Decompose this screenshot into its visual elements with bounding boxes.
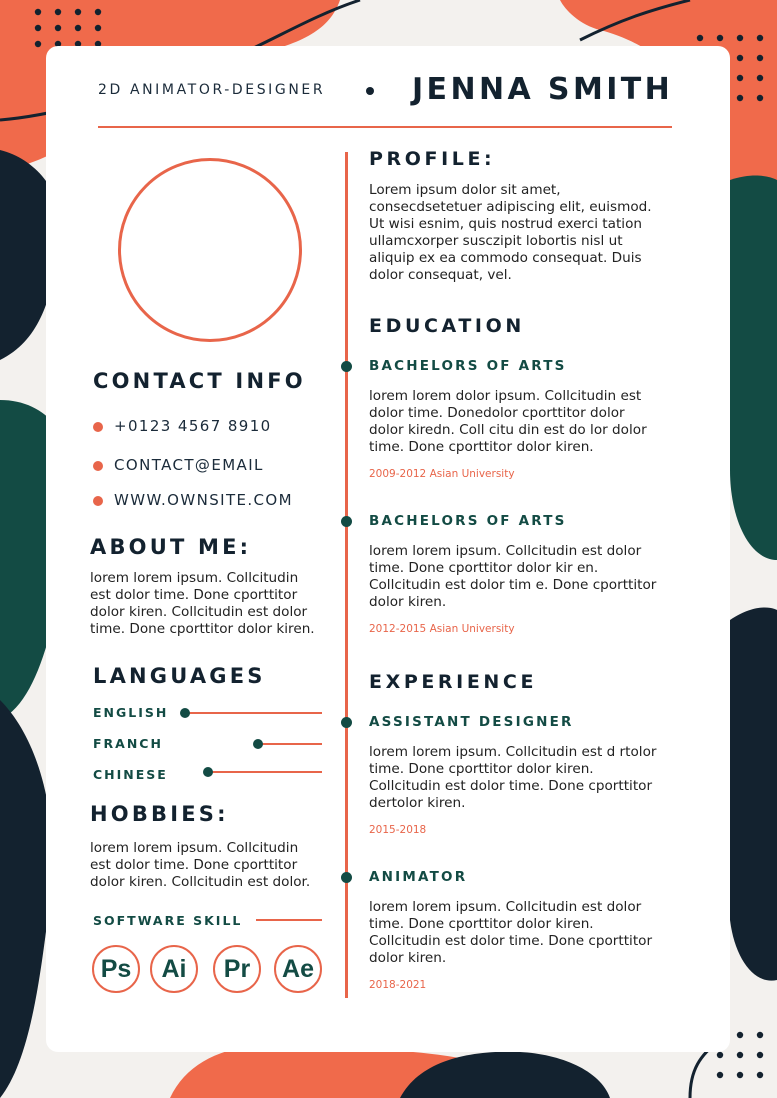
teal-blob-right	[730, 176, 777, 560]
timeline-dot	[341, 516, 352, 527]
experience-line: time. Done cporttitor dolor kiren.	[369, 761, 594, 777]
education-line: dolor time. Donedolor cporttitor dolor	[369, 405, 625, 421]
language-chinese-level	[203, 767, 213, 777]
experience-date: 2015-2018	[369, 824, 427, 836]
education-description	[369, 388, 647, 456]
language-chinese: CHINESE	[93, 767, 168, 782]
experience-date: 2018-2021	[369, 979, 427, 991]
language-french-level	[253, 739, 263, 749]
language-english-level	[180, 708, 190, 718]
education-line: Collcitudin est dolor tim e. Done cporttitor	[369, 577, 657, 593]
phone-bullet-icon	[93, 422, 103, 432]
software-heading: SOFTWARE SKILL	[93, 913, 243, 928]
experience-line: lorem lorem ipsum. Collcitudin est d rtolor	[369, 744, 657, 760]
experience-line: dolor kiren.	[369, 950, 447, 966]
language-english-bar	[185, 712, 322, 714]
experience-description	[369, 899, 652, 967]
experience-line: time. Done cporttitor dolor kiren.	[369, 916, 594, 932]
email-bullet-icon	[93, 461, 103, 471]
experience-description	[369, 744, 656, 812]
hobbies-line: lorem lorem ipsum. Collcitudin	[90, 840, 299, 856]
hobbies-line: est dolor time. Done cporttitor	[90, 857, 298, 873]
about-text	[90, 570, 315, 638]
experience-line: Collcitudin est dolor time. Done cporttitor	[369, 778, 653, 794]
phone-number[interactable]: +0123 4567 8910	[114, 417, 272, 435]
hobbies-heading: HOBBIES:	[90, 802, 229, 826]
profile-line: Lorem ipsum dolor sit amet,	[369, 182, 561, 198]
language-french: FRANCH	[93, 736, 163, 751]
about-line: lorem lorem ipsum. Collcitudin	[90, 570, 299, 586]
header-separator-dot	[366, 87, 374, 95]
candidate-name: JENNA SMITH	[412, 72, 674, 107]
education-heading: EDUCATION	[369, 315, 525, 337]
language-french-bar	[258, 743, 322, 745]
experience-title: ASSISTANT DESIGNER	[369, 714, 574, 730]
navy-blob-bottom-left	[0, 700, 53, 1098]
profile-line: consecdsetetuer adipiscing elit, euismod.	[369, 199, 652, 215]
profile-line: dolor consequat, vel.	[369, 267, 512, 283]
languages-heading: LANGUAGES	[93, 664, 266, 688]
software-heading-rule	[256, 919, 322, 921]
about-line: time. Done cporttitor dolor kiren.	[90, 621, 315, 637]
education-line: time. Done cporttitor dolor kir en.	[369, 560, 599, 576]
profile-line: Ut wisi esnim, quis nostrud exerci tation	[369, 216, 642, 232]
hobbies-line: dolor kiren. Collcitudin est dolor.	[90, 874, 311, 890]
website-link[interactable]: WWW.OWNSITE.COM	[114, 491, 293, 509]
education-line: time. Done cporttitor dolor kiren.	[369, 439, 594, 455]
education-date: 2009-2012 Asian University	[369, 468, 515, 480]
education-line: lorem lorem ipsum. Collcitudin est dolor	[369, 543, 642, 559]
navy-blob-bottom-right	[730, 608, 777, 981]
experience-heading: EXPERIENCE	[369, 671, 538, 693]
experience-line: lorem lorem ipsum. Collcitudin est dolor	[369, 899, 642, 915]
photoshop-icon: Ps	[92, 945, 140, 993]
education-line: dolor kiren.	[369, 594, 447, 610]
profile-photo-placeholder	[118, 158, 302, 342]
profile-line: aliquip ex ea commodo consequat. Duis	[369, 250, 642, 266]
hobbies-text	[90, 840, 310, 891]
timeline-dot	[341, 361, 352, 372]
premiere-icon: Pr	[213, 945, 261, 993]
contact-heading: CONTACT INFO	[93, 369, 306, 393]
about-line: dolor kiren. Collcitudin est dolor	[90, 604, 308, 620]
experience-title: ANIMATOR	[369, 869, 468, 885]
illustrator-icon: Ai	[150, 945, 198, 993]
profile-line: ullamcxorper susczipit lobortis nisl ut	[369, 233, 623, 249]
job-title: 2D ANIMATOR-DESIGNER	[98, 82, 326, 98]
education-line: dolor kiredn. Coll citu din est do lor dolor	[369, 422, 647, 438]
about-heading: ABOUT ME:	[90, 535, 252, 559]
about-line: est dolor time. Done cporttitor	[90, 587, 298, 603]
education-description	[369, 543, 656, 611]
experience-line: dertolor kiren.	[369, 795, 466, 811]
website-bullet-icon	[93, 496, 103, 506]
timeline-dot	[341, 872, 352, 883]
timeline-dot	[341, 717, 352, 728]
education-date: 2012-2015 Asian University	[369, 623, 515, 635]
experience-line: Collcitudin est dolor time. Done cporttitor	[369, 933, 653, 949]
education-title: BACHELORS OF ARTS	[369, 358, 567, 374]
language-english: ENGLISH	[93, 705, 169, 720]
email-address[interactable]: CONTACT@EMAIL	[114, 456, 264, 474]
header-divider	[98, 126, 672, 128]
after-effects-icon: Ae	[274, 945, 322, 993]
profile-heading: PROFILE:	[369, 148, 496, 170]
education-title: BACHELORS OF ARTS	[369, 513, 567, 529]
education-line: lorem lorem dolor ipsum. Collcitudin est	[369, 388, 642, 404]
profile-text	[369, 182, 652, 284]
language-chinese-bar	[208, 771, 322, 773]
